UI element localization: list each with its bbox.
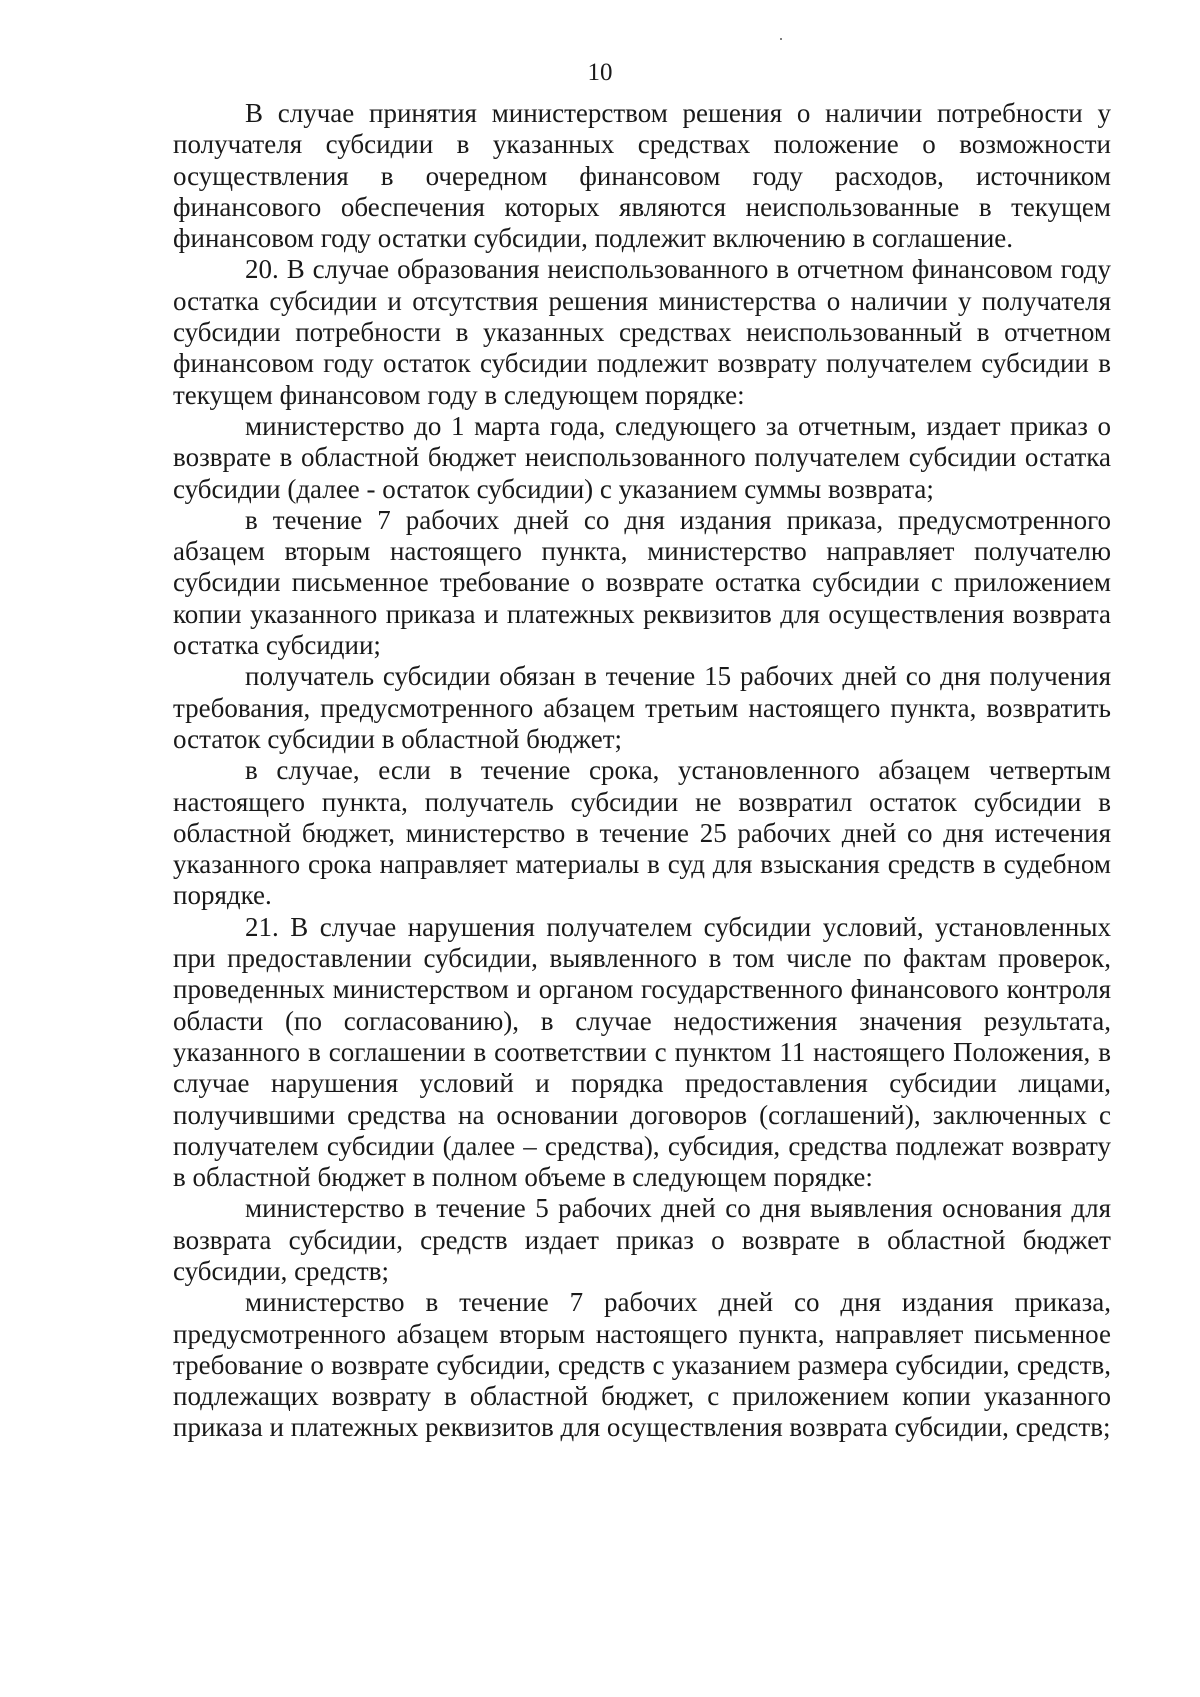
paragraph-return-order: министерство в течение 5 рабочих дней со дня выявления основания для возврата субсидии, средств издает приказ о возврате в областной бюджет субсидии, средств; xyxy=(173,1193,1111,1286)
paragraph-clause-21: 21. В случае нарушения получателем субсидии условий, установленных при предоставлении субсидии, выявленного в том числе по фактам проверок, проведенных министерством и органом государственного финансового контроля области (по согласованию), в случае недостижения значения результата, указанного в соглашении в соответствии с пунктом 11 настоящего Положения, в случае нарушения условий и порядка предоставления субсидии лицами, получившими средства на основании договоров (соглашений), заключенных с получателем субсидии (далее – средства), субсидия, средства подлежат возврату в областной бюджет в полном объеме в следующем порядке: xyxy=(173,911,1111,1193)
document-body xyxy=(173,98,1111,1444)
paragraph-recipient-obligation: получатель субсидии обязан в течение 15 рабочих дней со дня получения требования, предусмотренного абзацем третьим настоящего пункта, возвратить остаток субсидии в областной бюджет; xyxy=(173,661,1111,754)
paragraph-written-demand: в течение 7 рабочих дней со дня издания приказа, предусмотренного абзацем вторым настоящего пункта, министерство направляет получателю субсидии письменное требование о возврате остатка субсидии с приложением копии указанного приказа и платежных реквизитов для осуществления возврата остатка субсидии; xyxy=(173,504,1111,661)
paragraph-ministry-order: министерство до 1 марта года, следующего за отчетным, издает приказ о возврате в областной бюджет неиспользованного получателем субсидии остатка субсидии (далее - остаток субсидии) с указанием суммы возврата; xyxy=(173,410,1111,504)
paragraph-retention-decision: В случае принятия министерством решения о наличии потребности у получателя субсидии в указанных средствах положение о возможности осуществления в очередном финансовом году расходов, источником финансового обеспечения которых являются неиспользованные в текущем финансовом году остатки субсидии, подлежит включению в соглашение. xyxy=(173,98,1111,254)
scan-speck xyxy=(780,38,782,40)
paragraph-return-demand: министерство в течение 7 рабочих дней со дня издания приказа, предусмотренного абзацем вторым настоящего пункта, направляет письменное требование о возврате субсидии, средств с указанием размера субсидии, средств, подлежащих возврату в областной бюджет, с приложением копии указанного приказа и платежных реквизитов для осуществления возврата субсидии, средств; xyxy=(173,1287,1111,1443)
paragraph-court-recovery: в случае, если в течение срока, установленного абзацем четвертым настоящего пункта, получатель субсидии не возвратил остаток субсидии в областной бюджет, министерство в течение 25 рабочих дней со дня истечения указанного срока направляет материалы в суд для взыскания средств в судебном порядке. xyxy=(173,755,1111,911)
paragraph-clause-20: 20. В случае образования неиспользованного в отчетном финансовом году остатка субсидии и отсутствия решения министерства о наличии у получателя субсидии потребности в указанных средствах неиспользованный в отчетном финансовом году остаток субсидии подлежит возврату получателем субсидии в текущем финансовом году в следующем порядке: xyxy=(173,254,1111,410)
page-number: 10 xyxy=(587,59,613,86)
